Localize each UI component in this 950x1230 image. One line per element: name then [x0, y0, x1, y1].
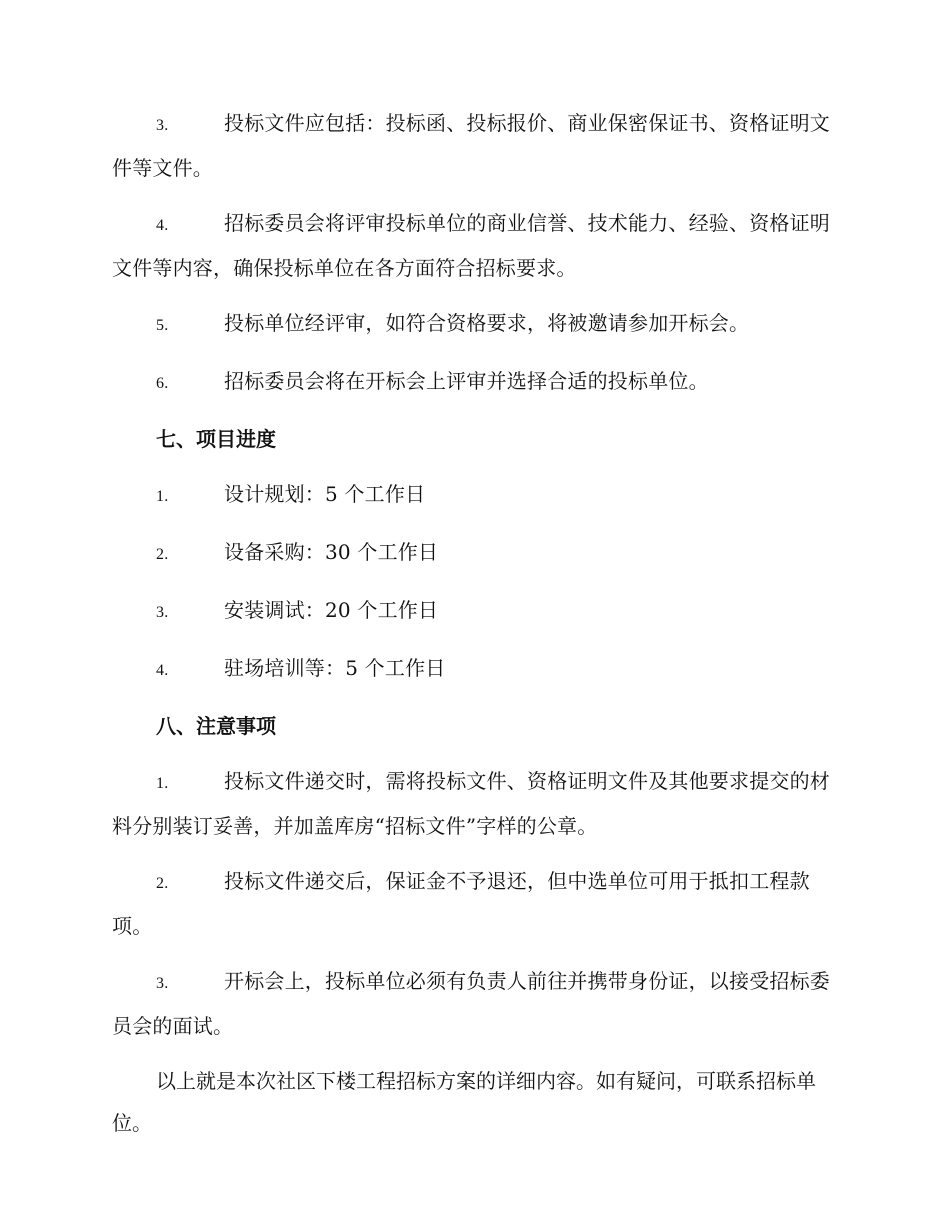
list-number: 3.: [156, 975, 169, 992]
list-number: 6.: [156, 375, 169, 392]
list-item: [112, 647, 832, 692]
list-number: 4.: [156, 217, 169, 234]
list-item: [112, 473, 832, 518]
list-item: [112, 531, 832, 576]
list-text: 投标文件递交时，需将投标文件、资格证明文件及其他要求提交的材料分别装订妥善，并加盖库房“招标文件”字样的公章。: [112, 769, 830, 838]
list-item: [112, 202, 832, 289]
list-number: 1.: [156, 488, 169, 505]
section-heading: 八、注意事项: [156, 714, 276, 738]
document-body: [112, 102, 832, 1157]
list-number: 2.: [156, 875, 169, 892]
list-number: 1.: [156, 775, 169, 792]
list-item: [112, 760, 832, 847]
list-text: 招标委员会将在开标会上评审并选择合适的投标单位。: [224, 369, 709, 393]
list-text: 开标会上，投标单位必须有负责人前往并携带身份证，以接受招标委员会的面试。: [112, 969, 830, 1038]
section-heading: 七、项目进度: [156, 427, 276, 451]
list-item: [112, 360, 832, 405]
list-number: 5.: [156, 317, 169, 334]
list-number: 3.: [156, 604, 169, 621]
list-text: 设备采购：30 个工作日: [224, 540, 439, 564]
list-text: 安装调试：20 个工作日: [224, 598, 439, 622]
list-number: 3.: [156, 117, 169, 134]
list-item: [112, 302, 832, 347]
list-number: 4.: [156, 662, 169, 679]
list-text: 驻场培训等：5 个工作日: [224, 656, 446, 680]
list-text: 投标单位经评审，如符合资格要求，将被邀请参加开标会。: [224, 311, 750, 335]
closing-paragraph: 以上就是本次社区下楼工程招标方案的详细内容。如有疑问，可联系招标单位。: [112, 1069, 816, 1135]
list-item: [112, 860, 832, 947]
list-text: 投标文件递交后，保证金不予退还，但中选单位可用于抵扣工程款项。: [112, 869, 810, 938]
list-item: [112, 960, 832, 1047]
list-text: 设计规划：5 个工作日: [224, 482, 426, 506]
list-item: [112, 102, 832, 189]
list-item: [112, 589, 832, 634]
list-text: 投标文件应包括：投标函、投标报价、商业保密保证书、资格证明文件等文件。: [112, 111, 830, 180]
list-text: 招标委员会将评审投标单位的商业信誉、技术能力、经验、资格证明文件等内容，确保投标单位在各方面符合招标要求。: [112, 211, 830, 280]
list-number: 2.: [156, 546, 169, 563]
